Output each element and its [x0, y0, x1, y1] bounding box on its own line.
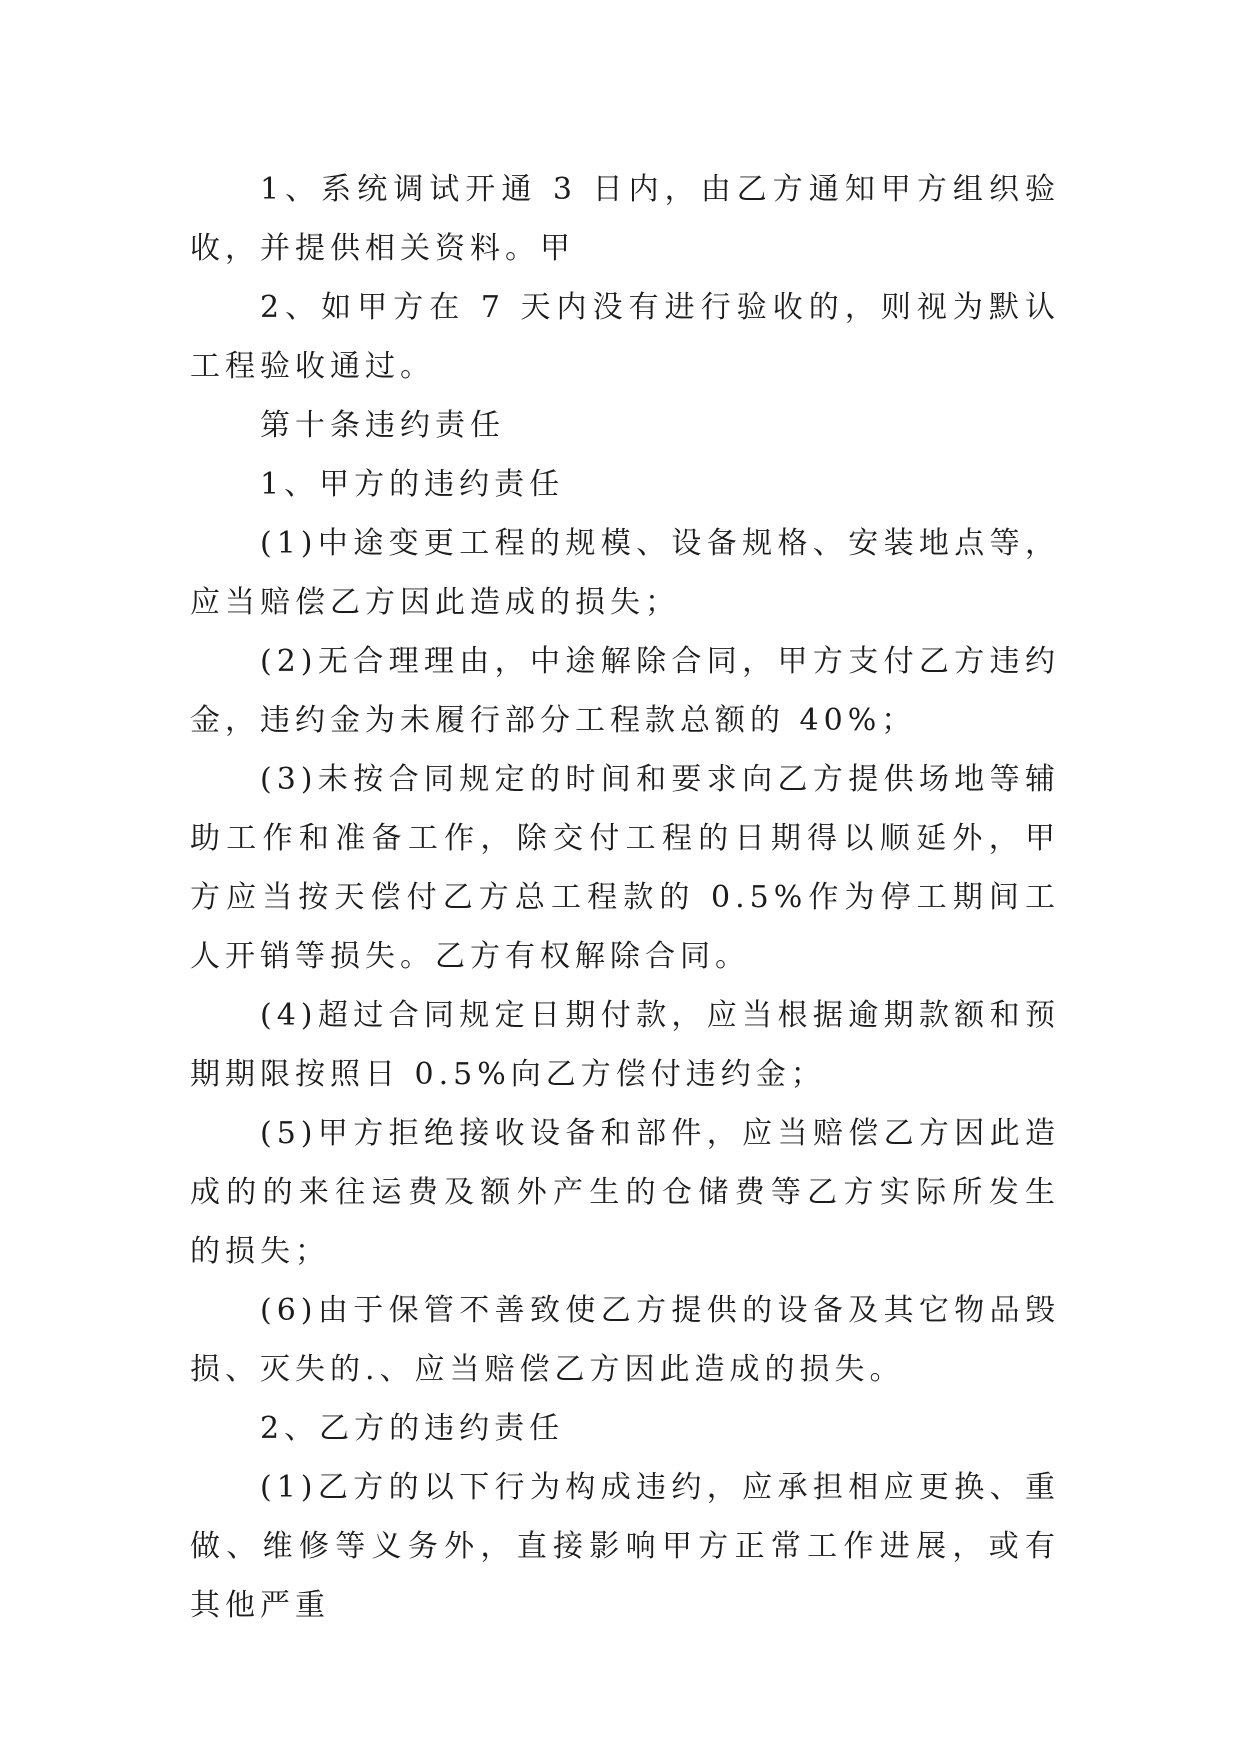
paragraph-default-acceptance: 2、如甲方在 7 天内没有进行验收的，则视为默认工程验收通过。 [190, 290, 1060, 384]
subsection-heading-party-b-liability: 2、乙方的违约责任 [260, 1411, 565, 1446]
paragraph-party-a-item-5: (5)甲方拒绝接收设备和部件，应当赔偿乙方因此造成的的来往运费及额外产生的仓储费等乙方实际所发生的损失； [190, 1116, 1060, 1269]
paragraph-party-a-item-3: (3)未按合同规定的时间和要求向乙方提供场地等辅助工作和准备工作，除交付工程的日期得以顺延外，甲方应当按天偿付乙方总工程款的 0.5%作为停工期间工人开销等损失。乙方有权解除合同。 [190, 762, 1060, 974]
paragraph-party-a-item-2: (2)无合理理由，中途解除合同，甲方支付乙方违约金，违约金为未履行部分工程款总额的 40%； [190, 644, 1060, 738]
document-body [190, 160, 1060, 1635]
paragraph-party-a-item-1: (1)中途变更工程的规模、设备规格、安装地点等，应当赔偿乙方因此造成的损失； [190, 526, 1060, 620]
paragraph-party-a-item-6: (6)由于保管不善致使乙方提供的设备及其它物品毁损、灭失的.、应当赔偿乙方因此造成的损失。 [190, 1293, 1060, 1387]
paragraph-party-b-item-1: (1)乙方的以下行为构成违约，应承担相应更换、重做、维修等义务外，直接影响甲方正常工作进展，或有其他严重 [190, 1470, 1060, 1623]
paragraph-party-a-item-4: (4)超过合同规定日期付款，应当根据逾期款额和预期期限按照日 0.5%向乙方偿付违约金； [190, 998, 1060, 1092]
subsection-heading-party-a-liability: 1、甲方的违约责任 [260, 467, 565, 502]
section-heading-article-10: 第十条违约责任 [260, 408, 505, 443]
paragraph-acceptance-notice: 1、系统调试开通 3 日内，由乙方通知甲方组织验收，并提供相关资料。甲 [190, 172, 1060, 266]
